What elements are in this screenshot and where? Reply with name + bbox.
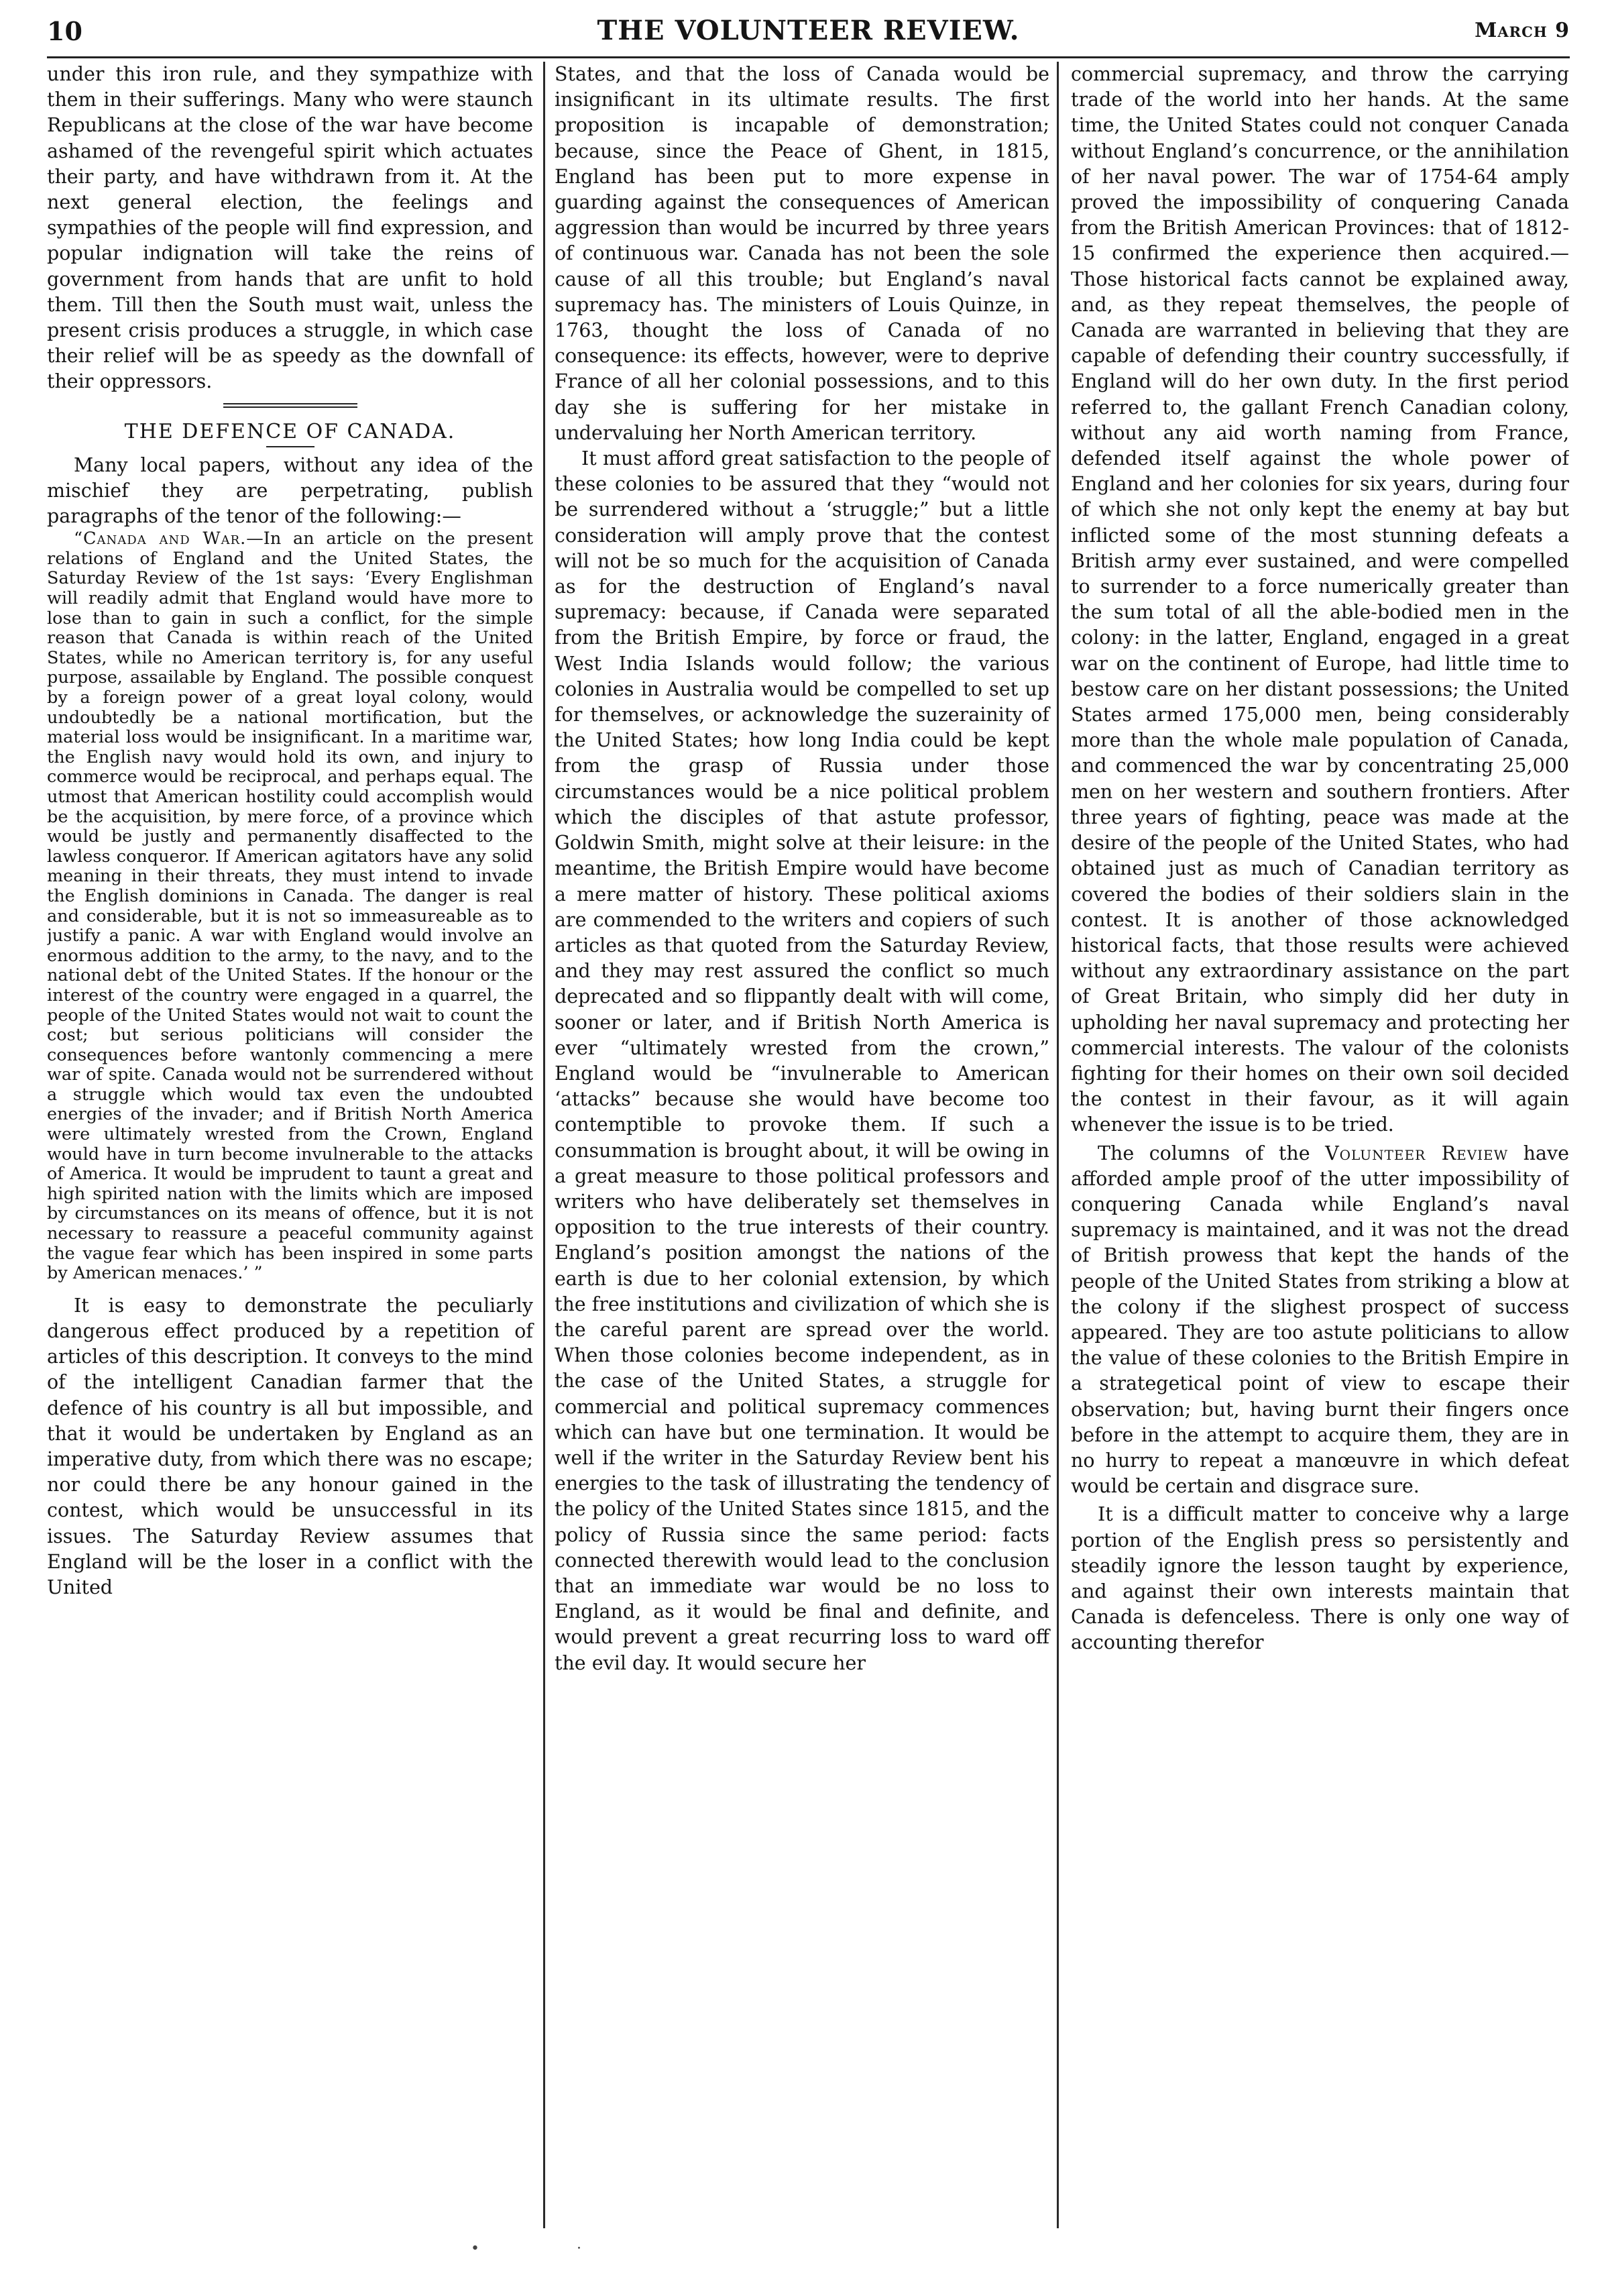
column-divider — [1057, 62, 1059, 2228]
quoted-article — [47, 529, 533, 1284]
print-speck: • — [471, 2240, 479, 2257]
column-middle — [551, 62, 1053, 2228]
paragraph: It is a difficult matter to conceive why a large portion of the English press so persistently and steadily ignore the lesson taught by experience, and against their own interests maintain that Canada is defenceless. There is only one way of accounting therefor — [1071, 1503, 1569, 1654]
issue-date: March 9 — [1475, 19, 1570, 42]
quote-text: —In an article on the present relations of England and the United States, the Saturday Review of the 1st says: ‘Every Englishman will readily admit that England would have more to lose than to gain in such a conflict, for the simple reason that Canada is within reach of the United States, while no American territory is, for any useful purpose, assailable by England. The possible conquest by a foreign power of a great loyal colony, would undoubtedly be a national mortification, but the material loss would be insignificant. In a maritime war, the English navy would hold its own, and injury to commerce would be reciprocal, and perhaps equal. The utmost that American hostility could accomplish would be the acquisition, by mere force, of a province which would be justly and permanently disaffected to the lawless conqueror. If American agitators have any solid meaning in their threats, they must intend to invade the English dominions in Canada. The danger is real and considerable, but it is not so immeasureable as to justify a panic. A war with England would involve an enormous addition to the army, to the navy, and to the national debt of the United States. If the honour or the interest of the country were engaged in a quarrel, the people of the United States would not wait to count the cost; but serious politicians will consider the consequences before wantonly commencing a mere war of spite. Canada would not be surrendered without a struggle which would tax even the undoubted energies of the invader; and if British North America were ultimately wrested from the Crown, England would have in turn become invulnerable to the attacks of America. It would be imprudent to taunt a great and high spirited nation with the limits which are imposed by circumstances on its means of offence, but it is not necessary to reassure a peaceful community against the vague fear which has been inspired in some parts by American menaces.’ ” — [47, 529, 533, 1284]
section-divider — [223, 403, 357, 408]
paragraph: States, and that the loss of Canada would be insignificant in its ultimate results. The first proposition is incapable of demonstration; because, since the Peace of Ghent, in 1815, England has been put to more expense in guarding against the consequences of American aggression than would be incurred by three years of continuous war. Canada has not been the sole cause of all this trouble; but England’s naval supremacy has. The ministers of Louis Quinze, in 1763, thought the loss of Canada of no consequence: its effects, however, were to deprive France of all her colonial possessions, and to this day she is suffering for her mistake in undervaluing her North American territory. — [555, 63, 1049, 444]
page-number: 10 — [47, 16, 82, 46]
masthead: THE VOLUNTEER REVIEW. — [597, 15, 1020, 46]
intro-paragraph: Many local papers, without any idea of the mischief they are perpetrating, publish paragraphs of the tenor of the following:— — [47, 453, 533, 528]
article-columns — [47, 62, 1569, 2228]
publication-name: Volunteer Review — [1325, 1142, 1509, 1164]
closing-paragraph: It is easy to demonstrate the peculiarly dangerous effect produced by a repetition of articles of this description. It conveys to the mind of the intelligent Canadian farmer that the defence of his country is all but impossible, and that it would be undertaken by England as an imperative duty, from which there was no escape; nor could there be any honour gained in the contest, which would be unsuccessful in its issues. The Saturday Review assumes that England will be the loser in a conflict with the United — [47, 1294, 533, 1599]
column-right — [1064, 62, 1569, 2228]
print-speck: · — [577, 2240, 581, 2257]
paragraph: It must afford great satisfaction to the people of these colonies to be assured that they “would not be surrendered without a ‘struggle;” but a little consideration will amply prove that the contest will not be so much for the acquisition of Canada as for the destruction of England’s naval supremacy: because, if Canada were separated from the British Empire, by force or fraud, the West India Islands would follow; the various colonies in Australia would be compelled to set up for themselves, or acknowledge the suzerainity of the United States; how long India could be kept from the grasp of Russia under those circumstances would be a nice political problem which the disciples of that astute professor, Goldwin Smith, might solve at their leisure: in the meantime, the British Empire would have become a mere matter of history. These political axioms are commended to the writers and copiers of such articles as that quoted from the Saturday Review, and they may rest assured the conflict so much deprecated and so flippantly dealt with will come, sooner or later, and if British North America is ever “ultimately wrested from the crown,” England would be “invulnerable to American ‘attacks” because she would have become too contemptible to provoke them. If such a consummation is brought about, it will be owing in a great measure to those political professors and writers who have deliberately set themselves in opposition to the true interests of their country. England’s position amongst the nations of the earth is due to her colonial extension, by which the free institutions and civilization of which she is the careful parent are spread over the world. When those colonies become independent, as in the case of the United States, a struggle for commercial and political supremacy commences which can have but one termination. It would be well if the writer in the Saturday Review bent his energies to the task of illustrating the tendency of the policy of the United States since 1815, and the policy of Russia since the same period: facts connected therewith would lead to the conclusion that an immediate war would be no loss to England, as it would be final and definite, and would prevent a great recurring loss to ward off the evil day. It would secure her — [555, 447, 1049, 1674]
title-rule — [266, 446, 314, 447]
quote-label: “Canada and War. — [74, 529, 247, 549]
section-title: THE DEFENCE OF CANADA. — [124, 419, 456, 443]
paragraph: commercial supremacy, and throw the carrying trade of the world into her hands. At the same time, the United States could not conquer Canada without England’s concurrence, or the annihilation of her naval power. The war of 1754-64 amply proved the impossibility of conquering Canada from the British American Provinces: that of 1812-15 confirmed the experience then acquired.—Those historical facts cannot be explained away, and, as they repeat themselves, the people of Canada are warranted in believing that they are capable of defending their country successfully, if England will do her own duty. In the first period referred to, the gallant French Canadian colony, without any aid worth naming from France, defended itself against the whole power of England and her colonies for six years, during four of which she not only kept the enemy at bay but inflicted some of the most stunning defeats a British army ever sustained, and were compelled to surrender to a force numerically greater than the sum total of all the able-bodied men in the colony: in the latter, England, engaged in a great war on the continent of Europe, had little time to bestow care on her distant possessions; the United States armed 175,000 men, being considerably more than the whole male population of Canada, and commenced the war by concentrating 25,000 men on her western and southern frontiers. After three years of fighting, peace was made at the desire of the people of the United States, who had obtained just as much of Canadian territory as covered the bodies of their soldiers slain in the contest. It is another of those acknowledged historical facts, that those results were achieved without any extraordinary assistance on the part of Great Britain, who simply did her duty in upholding her naval supremacy and protecting her commercial interests. The valour of the colonists fighting for their homes on their own soil decided the contest in their favour, as it will again whenever the issue is to be tried. — [1071, 63, 1569, 1136]
paragraph: The columns of the Volunteer Review have afforded ample proof of the utter impossibility of conquering Canada while England’s naval supremacy is maintained, and it was not the dread of British prowess that kept the hands of the people of the United States from striking a blow at the colony if the slighest prospect of success appeared. They are too astute politicians to allow the value of these colonies to the British Empire in a strategetical point of view to escape their observation; but, having burnt their fingers once before in the attempt to acquire them, they are in no hurry to repeat a manœuvre in which defeat would be certain and disgrace sure. — [1071, 1142, 1569, 1498]
column-divider — [543, 62, 545, 2228]
continued-paragraph: under this iron rule, and they sympathize with them in their sufferings. Many who were staunch Republicans at the close of the war have become ashamed of the revengeful spirit which actuates their party, and have withdrawn from it. At the next general election, the feelings and sympathies of the people will find expression, and popular indignation will take the reins of government from hands that are unfit to hold them. Till then the South must wait, unless the present crisis produces a struggle, in which case their relief will be as speedy as the downfall of their oppressors. — [47, 63, 533, 393]
page-header — [47, 9, 1570, 58]
column-left — [47, 62, 540, 2228]
